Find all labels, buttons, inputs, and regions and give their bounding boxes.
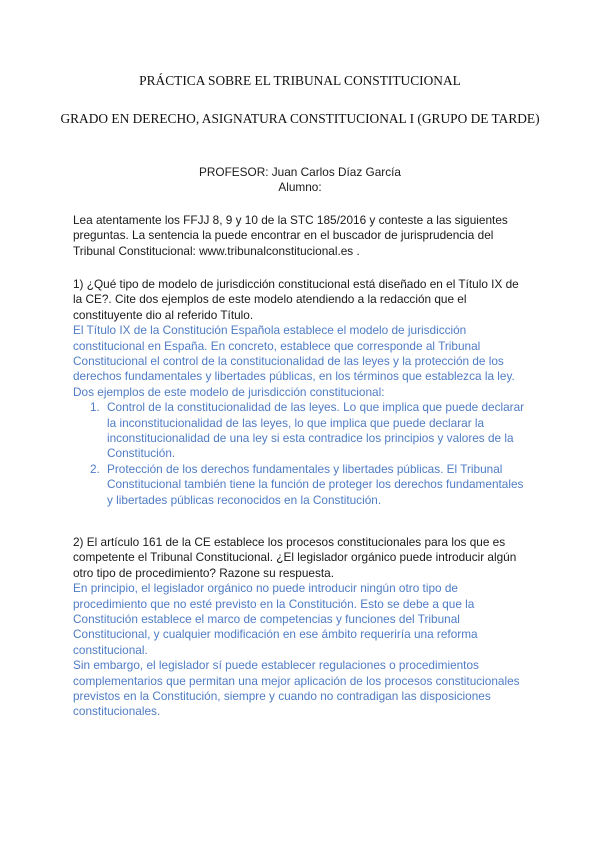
answer-2-paragraph-2: Sin embargo, el legislador sí puede establecer regulaciones o procedimientos complementarios que permitan una mejor aplicación de los procesos constitucionales previstos en la Constitución, siempre y cuando no contradigan las disposiciones constitucionales. <box>73 658 520 719</box>
list-item <box>73 400 528 462</box>
answer-1-list <box>73 400 528 508</box>
header-block <box>0 165 600 196</box>
question-2-text: 2) El artículo 161 de la CE establece los procesos constitucionales para los que es competente el Tribunal Constitucional. ¿El legislador orgánico puede introducir algún otro tipo de procedimiento? Razone su respuesta. <box>73 535 517 580</box>
intro-paragraph: Lea atentamente los FFJJ 8, 9 y 10 de la STC 185/2016 y conteste a las siguientes preguntas. La sentencia la puede encontrar en el buscador de jurisprudencia del Tribunal Constitucional: www.tribunalconstitucional.es . <box>73 213 508 258</box>
answer-1-text: El Título IX de la Constitución Española establece el modelo de jurisdicción constitucional en España. En concreto, establece que corresponde al Tribunal Constitucional el control de la constitucionalidad de las leyes y la protección de los derechos fundamentales y libertades públicas, en los términos que establezca la ley. Dos ejemplos de este modelo de jurisdicción constitucional: <box>73 323 515 399</box>
answer-2-paragraph-1: En principio, el legislador orgánico no puede introducir ningún otro tipo de procedimiento que no esté previsto en la Constitución. Esto se debe a que la Constitución establece el marco de competencias y funciones del Tribunal Constitucional, y cualquier modificación en ese ámbito requeriría una reforma constitucional. <box>73 581 478 657</box>
professor-line: PROFESOR: Juan Carlos Díaz García <box>199 165 401 179</box>
student-line: Alumno: <box>278 180 322 195</box>
list-item-text: Control de la constitucionalidad de las leyes. Lo que implica que puede declarar la inconstitucionalidad de las leyes, lo que implica que puede declarar la inconstitucionalidad de una ley si esta contradice los principios y valores de la Constitución. <box>107 400 525 461</box>
document-title: PRÁCTICA SOBRE EL TRIBUNAL CONSTITUCIONAL <box>139 73 461 88</box>
question-1-text: 1) ¿Qué tipo de modelo de jurisdicción constitucional está diseñado en el Título IX de la CE?. Cite dos ejemplos de este modelo atendiendo a la redacción que el constituyente dio al referido Título. <box>73 277 519 322</box>
list-item-number: 2. <box>90 461 100 476</box>
list-item-text: Protección de los derechos fundamentales y libertades públicas. El Tribunal Constitucional también tiene la función de proteger los derechos fundamentales y libertades públicas reconocidos en la Constitución. <box>107 461 524 507</box>
list-item <box>73 462 528 508</box>
document-subtitle: GRADO EN DERECHO, ASIGNATURA CONSTITUCIONAL I (GRUPO DE TARDE) <box>60 111 540 126</box>
question-2-section <box>73 535 528 720</box>
list-item-number: 1. <box>90 400 100 415</box>
question-1-section <box>73 277 528 508</box>
